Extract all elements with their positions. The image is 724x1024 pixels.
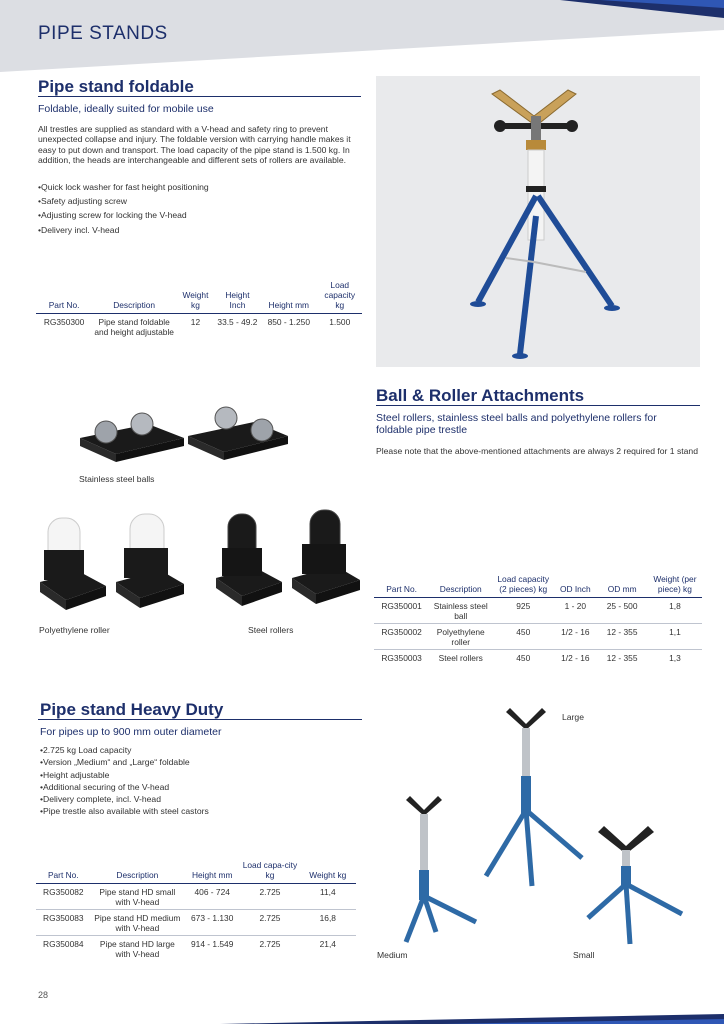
- column-header: OD Inch: [554, 572, 596, 598]
- table-cell: 1.500: [318, 314, 363, 340]
- table-cell: Polyethylene roller: [429, 624, 492, 650]
- footer-band: [0, 1010, 724, 1024]
- foldable-spec-table: [36, 278, 362, 339]
- table-cell: 1 - 20: [554, 598, 596, 624]
- table-row: [36, 314, 362, 340]
- page-title: PIPE STANDS: [38, 23, 168, 44]
- foldable-stand-photo: [376, 76, 700, 367]
- table-cell: 1,1: [648, 624, 702, 650]
- table-cell: 1,3: [648, 650, 702, 666]
- column-header: Part No.: [36, 278, 92, 314]
- heavy-duty-subtitle: For pipes up to 900 mm outer diameter: [40, 726, 222, 738]
- column-header: Load capacity (2 pieces) kg: [492, 572, 554, 598]
- table-header-row: [374, 572, 702, 598]
- attachments-title: Ball & Roller Attachments: [376, 386, 585, 405]
- column-header: Weight kg: [300, 858, 356, 884]
- table-cell: Steel rollers: [429, 650, 492, 666]
- table-cell: Pipe stand foldable and height adjustable: [92, 314, 176, 340]
- column-header: Weight kg: [176, 278, 215, 314]
- table-cell: Pipe stand HD small with V-head: [91, 884, 185, 910]
- table-cell: 12 - 355: [596, 650, 647, 666]
- bullet-item: • Pipe trestle also available with steel castors: [40, 805, 360, 817]
- steel-rollers-image: [212, 508, 362, 612]
- bullet-item: • Version „Medium“ and „Large“ foldable: [40, 756, 360, 768]
- table-cell: 2.725: [240, 884, 299, 910]
- table-cell: RG350002: [374, 624, 429, 650]
- bullet-item: • Adjusting screw for locking the V-head: [38, 208, 360, 222]
- table-cell: RG350082: [36, 884, 91, 910]
- column-header: Description: [92, 278, 176, 314]
- table-row: [374, 624, 702, 650]
- table-cell: 2.725: [240, 910, 299, 936]
- steel-rollers-label: Steel rollers: [248, 625, 294, 635]
- table-cell: 1/2 - 16: [554, 650, 596, 666]
- bullet-item: • Delivery incl. V-head: [38, 223, 360, 237]
- table-cell: Pipe stand HD medium with V-head: [91, 910, 185, 936]
- page-number: 28: [38, 990, 49, 1000]
- heavy-duty-rule: [38, 719, 362, 720]
- attachments-rule: [376, 405, 700, 406]
- table-cell: 11,4: [300, 884, 356, 910]
- foldable-title: Pipe stand foldable: [38, 77, 194, 96]
- foldable-rule: [38, 96, 361, 97]
- table-cell: RG350083: [36, 910, 91, 936]
- column-header: Part No.: [374, 572, 429, 598]
- column-header: OD mm: [596, 572, 647, 598]
- table-cell: 12 - 355: [596, 624, 647, 650]
- table-cell: RG350003: [374, 650, 429, 666]
- table-cell: Pipe stand HD large with V-head: [91, 936, 185, 962]
- table-cell: 21,4: [300, 936, 356, 962]
- heavy-duty-spec-table: [36, 858, 356, 961]
- column-header: Part No.: [36, 858, 91, 884]
- bullet-item: • Additional securing of the V-head: [40, 781, 360, 793]
- table-row: [374, 650, 702, 666]
- bullet-item: • Quick lock washer for fast height positioning: [38, 180, 360, 194]
- column-header: Weight (per piece) kg: [648, 572, 702, 598]
- column-header: Description: [91, 858, 185, 884]
- column-header: Description: [429, 572, 492, 598]
- table-cell: 12: [176, 314, 215, 340]
- table-row: [36, 910, 356, 936]
- table-cell: 1,8: [648, 598, 702, 624]
- medium-label: Medium: [377, 950, 408, 960]
- column-header: Height Inch: [215, 278, 260, 314]
- foldable-bullets: [38, 180, 360, 237]
- table-row: [36, 936, 356, 962]
- stainless-steel-balls-label: Stainless steel balls: [79, 474, 155, 484]
- table-cell: Stainless steel ball: [429, 598, 492, 624]
- attachments-note: Please note that the above-mentioned attachments are always 2 required for 1 stand: [376, 446, 698, 456]
- bullet-item: • 2.725 kg Load capacity: [40, 744, 360, 756]
- table-cell: RG350001: [374, 598, 429, 624]
- table-cell: RG350084: [36, 936, 91, 962]
- table-header-row: [36, 278, 362, 314]
- table-cell: 16,8: [300, 910, 356, 936]
- bullet-item: • Safety adjusting screw: [38, 194, 360, 208]
- table-cell: 2.725: [240, 936, 299, 962]
- bullet-item: • Height adjustable: [40, 769, 360, 781]
- table-cell: 450: [492, 624, 554, 650]
- table-cell: RG350300: [36, 314, 92, 340]
- table-cell: 673 - 1.130: [184, 910, 240, 936]
- small-label: Small: [573, 950, 595, 960]
- heavy-duty-stands-image: [372, 700, 702, 950]
- table-row: [374, 598, 702, 624]
- column-header: Height mm: [260, 278, 317, 314]
- table-row: [36, 884, 356, 910]
- table-cell: 1/2 - 16: [554, 624, 596, 650]
- table-header-row: [36, 858, 356, 884]
- column-header: Load capa-city kg: [240, 858, 299, 884]
- table-cell: 450: [492, 650, 554, 666]
- column-header: Load capacity kg: [318, 278, 363, 314]
- table-cell: 914 - 1.549: [184, 936, 240, 962]
- table-cell: 925: [492, 598, 554, 624]
- table-cell: 25 - 500: [596, 598, 647, 624]
- stainless-steel-balls-image: [76, 404, 288, 470]
- table-cell: 850 - 1.250: [260, 314, 317, 340]
- polyethylene-roller-label: Polyethylene roller: [39, 625, 110, 635]
- bullet-item: • Delivery complete, incl. V-head: [40, 793, 360, 805]
- table-cell: 406 - 724: [184, 884, 240, 910]
- column-header: Height mm: [184, 858, 240, 884]
- table-cell: 33.5 - 49.2: [215, 314, 260, 340]
- polyethylene-roller-image: [36, 510, 186, 618]
- attachments-subtitle: Steel rollers, stainless steel balls and polyethylene rollers for foldable pipe trestle: [376, 412, 657, 436]
- foldable-body: All trestles are supplied as standard with a V-head and safety ring to prevent unexpected collapse and injury. The foldable version with carrying handle makes it easy to put down and transport. The load capacity of the pipe stand is 1.500 kg. In addition, the heads are interchangeable and different sets of rollers are available.: [38, 124, 351, 166]
- large-label: Large: [562, 712, 584, 722]
- heavy-duty-bullets: [40, 744, 360, 818]
- foldable-subtitle: Foldable, ideally suited for mobile use: [38, 103, 214, 115]
- attachments-spec-table: [374, 572, 702, 665]
- heavy-duty-title: Pipe stand Heavy Duty: [40, 700, 224, 719]
